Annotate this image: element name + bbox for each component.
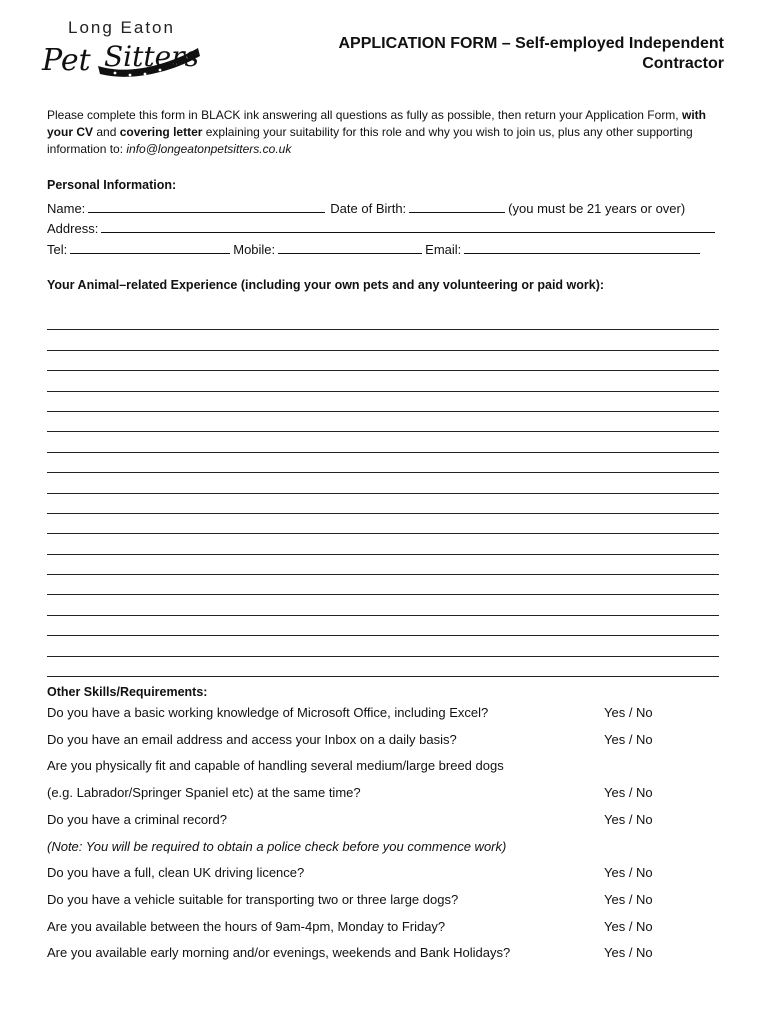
intro-text-2: and [93, 125, 120, 139]
experience-line[interactable] [47, 412, 719, 432]
skill-question: Are you available early morning and/or evenings, weekends and Bank Holidays? [47, 945, 511, 961]
personal-info-heading: Personal Information: [47, 178, 177, 192]
skill-question: Do you have an email address and access your Inbox on a daily basis? [47, 731, 457, 747]
skill-question: Do you have a criminal record? [47, 811, 227, 827]
tel-label: Tel: [47, 242, 68, 257]
yes-no-answer[interactable]: Yes / No [604, 811, 653, 827]
age-note: (you must be 21 years or over) [508, 201, 686, 216]
skill-question: Are you available between the hours of 9am-4pm, Monday to Friday? [47, 918, 446, 934]
intro-paragraph [47, 107, 727, 158]
yes-no-answer[interactable]: Yes / No [604, 705, 653, 720]
email-field[interactable] [464, 239, 700, 254]
svg-text:Sitters: Sitters [104, 40, 199, 73]
yes-no-answer[interactable]: Yes / No [604, 785, 653, 801]
intro-text-3: explaining your suitability for this role and why you wish to join us, plus any other supporting information to: [47, 125, 693, 156]
skill-question: Do you have a basic working knowledge of Microsoft Office, including Excel? [47, 705, 489, 720]
experience-line[interactable] [47, 392, 719, 412]
experience-line[interactable] [47, 310, 719, 330]
yes-no-answer[interactable]: Yes / No [604, 891, 653, 907]
experience-line[interactable] [47, 636, 719, 656]
skills-heading: Other Skills/Requirements: [47, 685, 208, 699]
experience-line[interactable] [47, 514, 719, 534]
svg-text:Pet: Pet [42, 43, 91, 78]
yes-no-answer[interactable]: Yes / No [604, 865, 653, 881]
address-row [47, 218, 718, 236]
experience-writing-area[interactable] [47, 310, 719, 677]
experience-line[interactable] [47, 351, 719, 371]
logo-script-graphic [40, 36, 210, 86]
tel-field[interactable] [70, 239, 230, 254]
experience-line[interactable] [47, 453, 719, 473]
experience-line[interactable] [47, 575, 719, 595]
intro-text-1: Please complete this form in BLACK ink answering all questions as fully as possible, then return your Application Form, [47, 108, 682, 122]
email-label: Email: [425, 242, 462, 257]
experience-line[interactable] [47, 534, 719, 554]
experience-line[interactable] [47, 432, 719, 452]
dob-field[interactable] [409, 198, 505, 213]
address-label: Address: [47, 221, 99, 236]
intro-bold-cv: with your CV [47, 108, 706, 139]
skill-question: (e.g. Labrador/Springer Spaniel etc) at the same time? [47, 785, 361, 801]
form-title-line1: APPLICATION FORM – Self-employed Independent [338, 35, 724, 52]
contact-email-link[interactable]: info@longeatonpetsitters.co.uk [126, 142, 292, 156]
experience-line[interactable] [47, 616, 719, 636]
experience-line[interactable] [47, 555, 719, 575]
skill-question: Do you have a full, clean UK driving licence? [47, 865, 305, 881]
company-logo [40, 18, 210, 78]
dob-label: Date of Birth: [330, 201, 407, 216]
logo-top-text: Long Eaton [68, 18, 175, 37]
experience-line[interactable] [47, 330, 719, 350]
yes-no-answer[interactable]: Yes / No [604, 731, 653, 747]
address-field[interactable] [101, 218, 715, 233]
experience-line[interactable] [47, 657, 719, 677]
contact-row [47, 239, 703, 257]
mobile-field[interactable] [278, 239, 422, 254]
experience-line[interactable] [47, 494, 719, 514]
name-field[interactable] [88, 198, 325, 213]
experience-line[interactable] [47, 595, 719, 615]
form-title-line2: Contractor [642, 55, 724, 72]
skill-question: Are you physically fit and capable of handling several medium/large breed dogs [47, 758, 504, 774]
experience-line[interactable] [47, 371, 719, 391]
intro-bold-letter: covering letter [119, 125, 203, 139]
name-label: Name: [47, 201, 86, 216]
form-title [264, 34, 724, 74]
skill-question: (Note: You will be required to obtain a police check before you commence work) [47, 838, 507, 854]
experience-heading: Your Animal–related Experience (including your own pets and any volunteering or paid work): [47, 278, 605, 292]
yes-no-answer[interactable]: Yes / No [604, 945, 653, 961]
skill-question: Do you have a vehicle suitable for transporting two or three large dogs? [47, 891, 459, 907]
mobile-label: Mobile: [233, 242, 276, 257]
experience-line[interactable] [47, 473, 719, 493]
name-dob-row [47, 198, 685, 216]
yes-no-answer[interactable]: Yes / No [604, 918, 653, 934]
